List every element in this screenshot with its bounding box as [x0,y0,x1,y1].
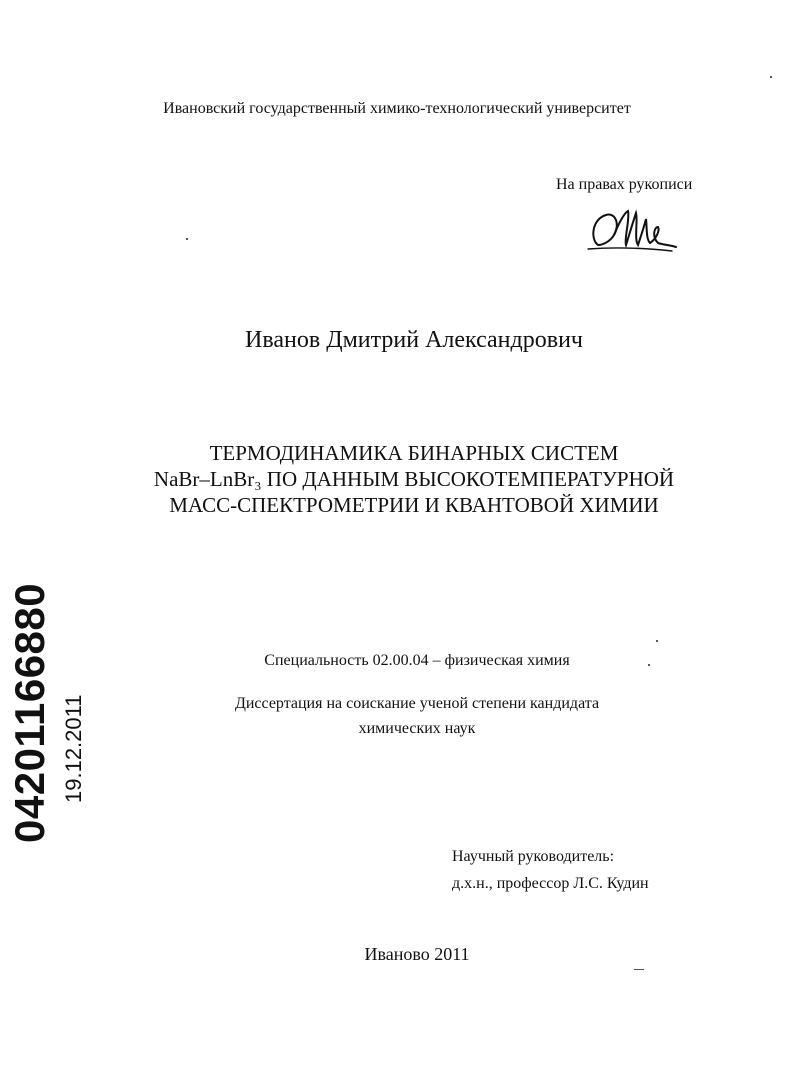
university-name: Ивановский государственный химико-технологический университет [163,100,631,117]
library-stamp-date: 19.12.2011 [61,694,86,803]
scientific-advisor [452,843,649,897]
scan-speck [186,238,188,240]
title-line-3: МАСС-СПЕКТРОМЕТРИИ И КВАНТОВОЙ ХИМИИ [169,493,659,517]
author-name: Иванов Дмитрий Александрович [245,327,583,353]
advisor-name: д.х.н., профессор Л.С. Кудин [452,875,649,892]
city-year: Иваново 2011 [364,944,470,964]
scan-speck [656,640,658,642]
scan-speck [648,664,650,666]
signature-icon [584,205,680,257]
dissertation-title [0,440,794,518]
title-line-1: ТЕРМОДИНАМИКА БИНАРНЫХ СИСТЕМ [209,441,619,465]
scan-speck [634,969,644,970]
scan-speck [770,76,772,78]
degree-line-2: химических наук [358,720,476,737]
degree-line-1: Диссертация на соискание ученой степени кандидата [234,695,600,712]
manuscript-note: На правах рукописи [556,176,693,193]
degree-statement [0,691,794,741]
title-line-2: NaBr–LnBr₃ ПО ДАННЫМ ВЫСОКОТЕМПЕРАТУРНОЙ [153,467,675,491]
advisor-label: Научный руководитель: [452,848,615,865]
library-stamp-number: 04201166880 [6,582,53,843]
specialty: Специальность 02.00.04 – физическая химия [264,652,570,669]
